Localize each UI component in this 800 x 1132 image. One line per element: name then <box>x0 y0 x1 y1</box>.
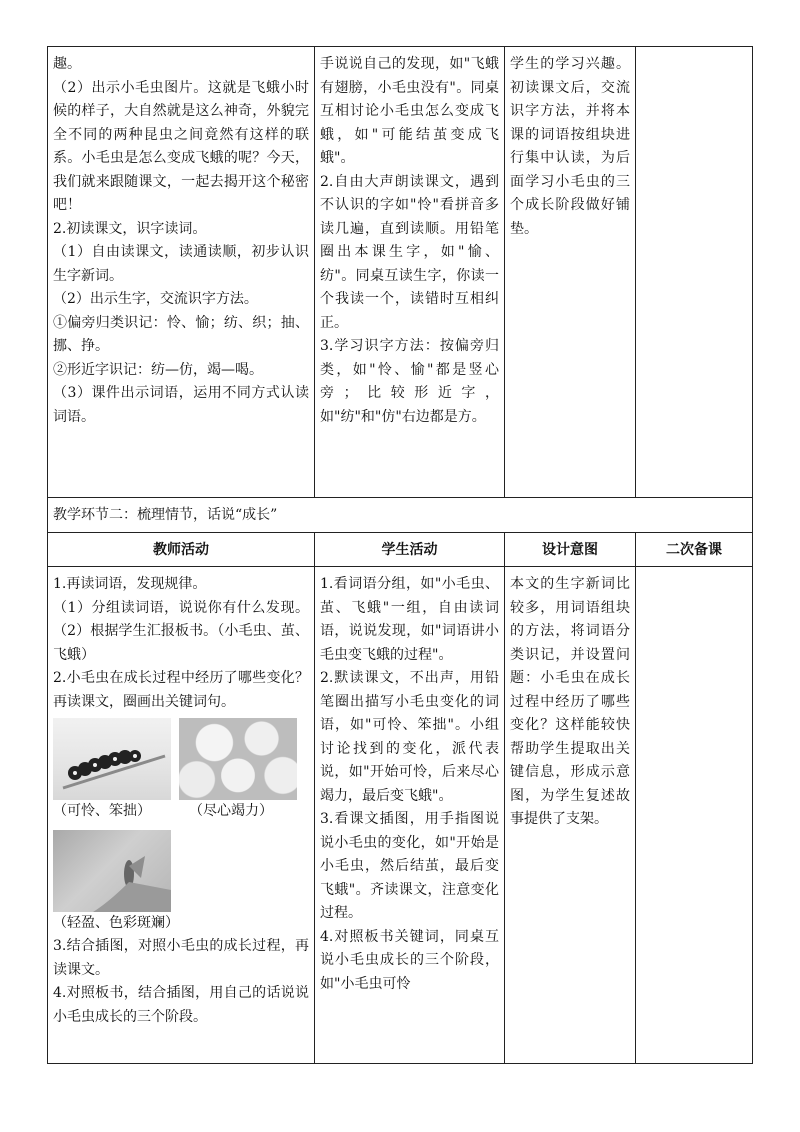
text-line: 2.自由大声朗读课文，遇到不认识的字如"怜"看拼音多读几遍，直到读顺。用铅笔圈出本课生字，如"愉、纺"。同桌互读生字，你读一个我读一个，读错时互相纠正。 <box>320 173 499 331</box>
moth-photo <box>53 830 171 912</box>
second-prep-cell <box>636 567 753 1064</box>
lesson-plan-table <box>47 46 753 1064</box>
text-line: 2.初读课文，识字读词。 <box>53 220 207 237</box>
header-student-activity: 学生活动 <box>315 532 505 567</box>
header-teacher-activity: 教师活动 <box>48 532 315 567</box>
text-line: （2）出示生字，交流识字方法。 <box>53 291 258 307</box>
text-line: ①偏旁归类识记：怜、愉；纺、织；抽、挪、挣。 <box>53 314 309 354</box>
caterpillar-icon <box>53 718 171 800</box>
section-title: 教学环节二：梳理情节，话说“成长” <box>48 498 753 533</box>
header-row <box>48 532 753 567</box>
second-prep-cell <box>636 47 753 498</box>
caterpillar-photo <box>53 718 171 800</box>
design-intent-cell <box>505 47 636 498</box>
text-line: （3）课件出示词语，运用不同方式认读词语。 <box>53 385 309 425</box>
text-line: （1）自由读课文，读通读顺，初步认识生字新词。 <box>53 244 309 284</box>
teacher-activity-cell <box>48 567 315 1064</box>
text-line: 1.再读词语，发现规律。 <box>53 576 207 592</box>
caption-moth: （轻盈、色彩斑斓） <box>53 914 179 931</box>
illustration-row <box>53 718 309 800</box>
cocoon-photo <box>179 718 297 800</box>
text-line: 手说说自己的发现，如"飞蛾有翅膀，小毛虫没有"。同桌互相讨论小毛虫怎么变成飞蛾，如"可能结茧变成飞蛾"。 <box>320 56 499 166</box>
student-activity-cell <box>315 47 505 498</box>
caption-caterpillar: （可怜、笨拙） <box>53 803 151 819</box>
continued-row <box>48 47 753 498</box>
header-second-prep: 二次备课 <box>636 532 753 567</box>
text-line: 学生的学习兴趣。初读课文后，交流识字方法，并将本课的词语按组块进行集中认读，为后面学习小毛虫的三个成长阶段做好铺垫。 <box>510 56 630 237</box>
caption-cocoon: （尽心竭力） <box>189 803 273 819</box>
teacher-activity-cell <box>48 47 315 498</box>
text-line: （1）分组读词语，说说你有什么发现。（2）根据学生汇报板书。（小毛虫、茧、飞蛾） <box>53 599 309 663</box>
moth-icon <box>53 830 171 912</box>
design-intent-cell <box>505 567 636 1064</box>
header-design-intent: 设计意图 <box>505 532 636 567</box>
text-line: 本文的生字新词比较多，用词语组块的方法，将词语分类识记，并设置问题：小毛虫在成长过程中经历了哪些变化？这样能较快帮助学生提取出关键信息，形成示意图，为学生复述故事提供了支架。 <box>510 576 630 827</box>
caption-row <box>53 800 309 824</box>
text-line: 4.对照板书，结合插图，用自己的话说说小毛虫成长的三个阶段。 <box>53 985 309 1025</box>
student-activity-cell <box>315 567 505 1064</box>
text-line: 趣。 <box>53 56 81 72</box>
text-line: 3.学习识字方法：按偏旁归类，如"怜、愉"都是竖心旁；比较形近字，如"纺"和"仿"右边都是方。 <box>320 338 499 425</box>
text-line: （2）出示小毛虫图片。这就是飞蛾小时候的样子，大自然就是这么神奇，外貌完全不同的两种昆虫之间竟然有这样的联系。小毛虫是怎么变成飞蛾的呢？今天，我们就来跟随课文，一起去揭开这个秘密吧！ <box>53 79 309 213</box>
text-line: 1.看词语分组，如"小毛虫、茧、飞蛾"一组，自由读词语，说说发现，如"词语讲小毛虫变飞蛾的过程"。 <box>320 576 499 663</box>
text-line: 3.看课文插图，用手指图说说小毛虫的变化，如"开始是小毛虫，然后结茧，最后变飞蛾"。齐读课文，注意变化过程。 <box>320 811 499 921</box>
section-row <box>48 498 753 533</box>
text-line: 3.结合插图，对照小毛虫的成长过程，再读课文。 <box>53 938 309 978</box>
text-line: ②形近字识记：纺—仿，竭—喝。 <box>53 361 263 378</box>
text-line: 2.默读课文，不出声，用铅笔圈出描写小毛虫变化的词语，如"可怜、笨拙"。小组讨论找到的变化，派代表说，如"开始可怜，后来尽心竭力，最后变飞蛾"。 <box>320 670 499 804</box>
activity-row <box>48 567 753 1064</box>
text-line: 2.小毛虫在成长过程中经历了哪些变化？再读课文，圈画出关键词句。 <box>53 670 309 710</box>
text-line: 4.对照板书关键词，同桌互说小毛虫成长的三个阶段，如"小毛虫可怜 <box>320 928 499 992</box>
